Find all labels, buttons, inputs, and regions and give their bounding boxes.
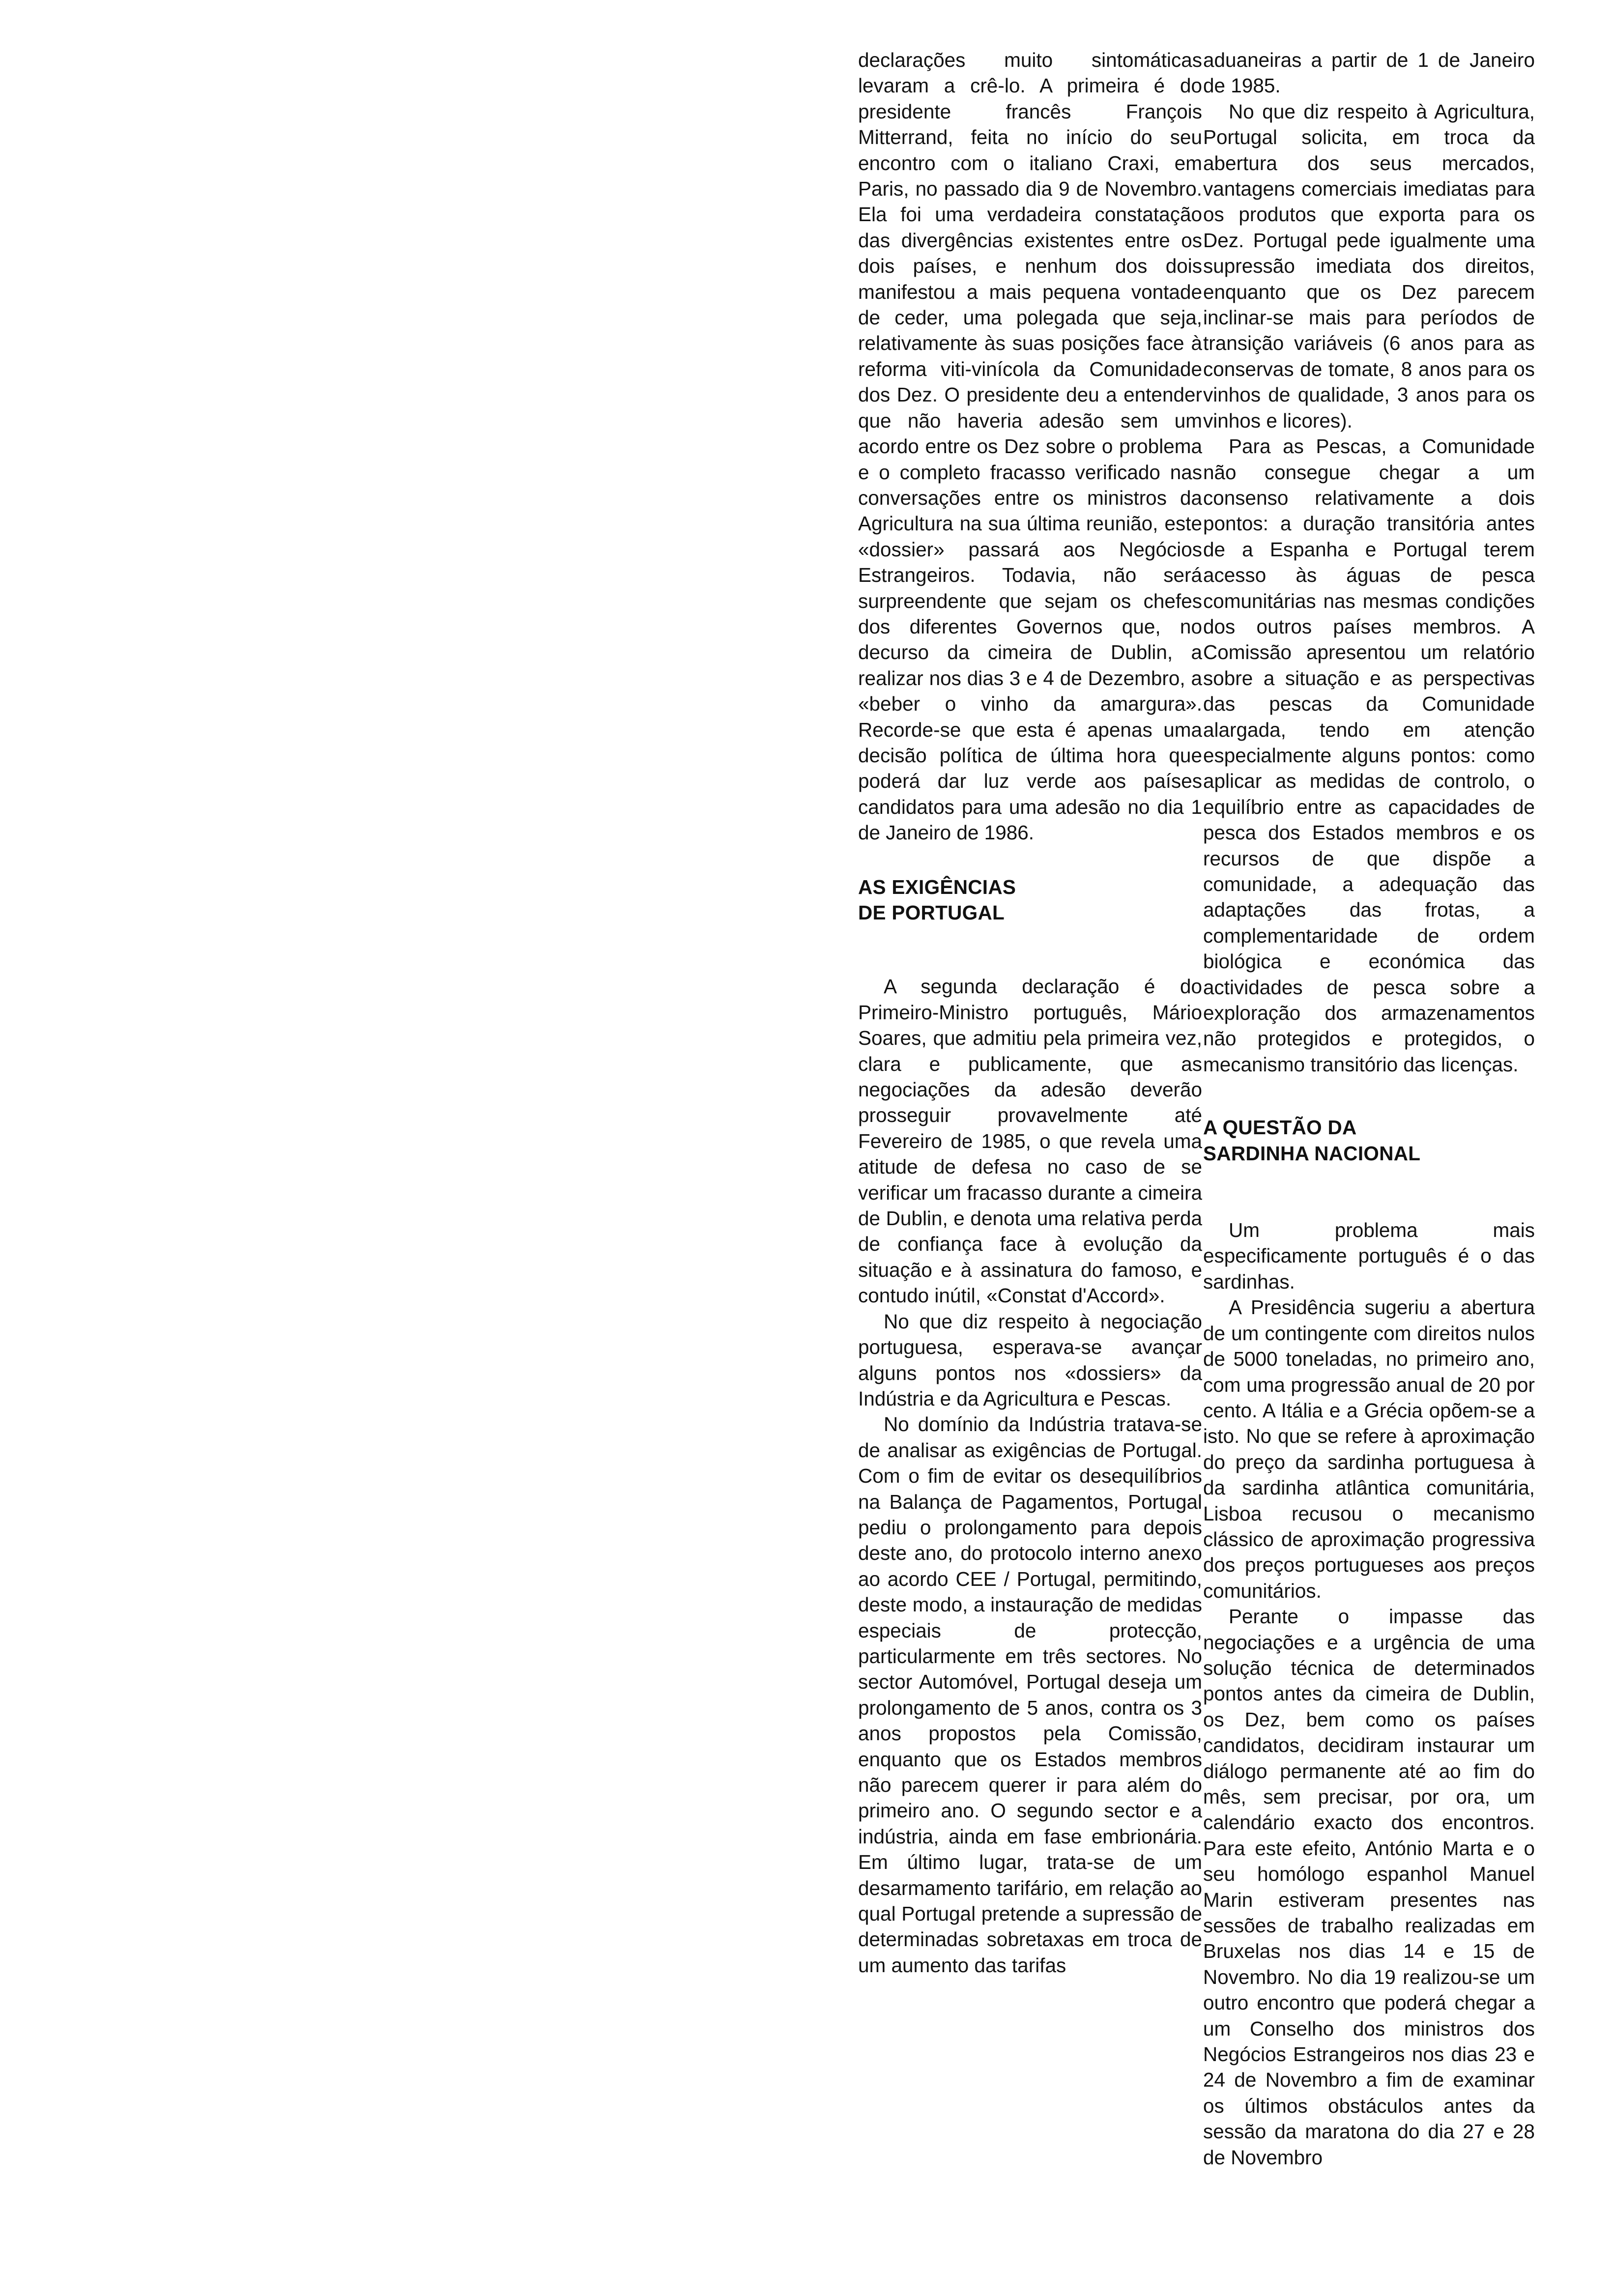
heading-exigencias-text: AS EXIGÊNCIAS DE PORTUGAL	[858, 875, 1016, 924]
heading-sardinha-text: A QUESTÃO DA SARDINHA NACIONAL	[1203, 1116, 1421, 1165]
paragraph-pescas: Para as Pescas, a Comunidade não consegue chegar a um consenso relativamente a dois pontos: a duração transitória antes de a Espanha e Portugal terem acesso às águas de pesca comunitárias nas mesmas condições dos outros países membros. A Comissão apresentou um relatório sobre a situação e as perspectivas das pescas da Comunidade alargada, tendo em atenção especialmente alguns pontos: como aplicar as medidas de controlo, o equilíbrio entre as capacidades de pesca dos Estados membros e os recursos de que dispõe a comunidade, a adequação das adaptações das frotas, a complementaridade de ordem biológica e económica das actividades de pesca sobre a exploração dos armazenamentos não protegidos e protegidos, o mecanismo transitório das licenças.	[1203, 435, 1535, 1076]
paragraph-impasse: Perante o impasse das negociações e a urgência de uma solução técnica de determinados pontos antes da cimeira de Dublin, os Dez, bem como os países candidatos, decidiram instaurar um diálogo permanente até ao fim do mês, sem precisar, por ora, um calendário exacto dos encontros. Para este efeito, António Marta e o seu homólogo espanhol Manuel Marin estiveram presentes nas sessões de trabalho realizadas em Bruxelas nos dias 14 e 15 de Novembro. No dia 19 realizou-se um outro encontro que poderá chegar a um Conselho dos ministros dos Negócios Estrangeiros nos dias 23 e 24 de Novembro a fim de examinar os últimos obstáculos antes da sessão da maratona do dia 27 e 28 de Novembro	[1203, 1605, 1535, 2169]
paragraph-aduaneiras: aduaneiras a partir de 1 de Janeiro de 1985.	[1203, 49, 1535, 97]
paragraph-problema-sardinhas: Um problema mais especificamente português é o das sardinhas.	[1203, 1219, 1535, 1293]
paragraph-presidencia: A Presidência sugeriu a abertura de um contingente com direitos nulos de 5000 toneladas, no primeiro ano, com uma progressão anual de 20 por cento. A Itália e a Grécia opõem-se a isto. No que se refere à aproximação do preço da sardinha portuguesa à da sardinha atlântica comunitária, Lisboa recusou o mecanismo clássico de aproximação progressiva dos preços portugueses aos preços comunitários.	[1203, 1296, 1535, 1602]
article-column-right	[1203, 47, 1535, 2170]
paragraph-declaracoes: declarações muito sintomáticas levaram a crê-lo. A primeira é do presidente francês François Mitterrand, feita no início do seu encontro com o italiano Craxi, em Paris, no passado dia 9 de Novembro. Ela foi uma verdadeira constatação das divergências existentes entre os dois países, e nenhum dos dois manifestou a mais pequena vontade de ceder, uma polegada que seja, relativamente às suas posições face à reforma viti-vinícola da Comunidade dos Dez. O presidente deu a entender que não haveria adesão sem um acordo entre os Dez sobre o problema e o completo fracasso verificado nas conversações entre os ministros da Agricultura na sua última reunião, este «dossier» passará aos Negócios Estrangeiros. Todavia, não será surpreendente que sejam os chefes dos diferentes Governos que, no decurso da cimeira de Dublin, a realizar nos dias 3 e 4 de Dezembro, a «beber o vinho da amargura». Recorde-se que esta é apenas uma decisão política de última hora que poderá dar luz verde aos países candidatos para uma adesão no dia 1 de Janeiro de 1986.	[858, 49, 1202, 844]
paragraph-dominio-industria: No domínio da Indústria tratava-se de analisar as exigências de Portugal. Com o fim de evitar os desequilíbrios na Balança de Pagamentos, Portugal pediu o prolongamento para depois deste ano, do protocolo interno anexo ao acordo CEE / Portugal, permitindo, deste modo, a instauração de medidas especiais de protecção, particularmente em três sectores. No sector Automóvel, Portugal deseja um prolongamento de 5 anos, contra os 3 anos propostos pela Comissão, enquanto que os Estados membros não parecem querer ir para além do primeiro ano. O segundo sector e a indústria, ainda em fase embrionária. Em último lugar, trata-se de um desarmamento tarifário, em relação ao qual Portugal pretende a supressão de determinadas sobretaxas em troca de um aumento das tarifas	[858, 1413, 1202, 1977]
paragraph-segunda-declaracao: A segunda declaração é do Primeiro-Ministro português, Mário Soares, que admitiu pela primeira vez, clara e publicamente, que as negociações da adesão deverão prosseguir provavelmente até Fevereiro de 1985, o que revela uma atitude de defesa no caso de se verificar um fracasso durante a cimeira de Dublin, e denota uma relativa perda de confiança face à evolução da situação e à assinatura do famoso, e contudo inútil, «Constat d'Accord».	[858, 975, 1202, 1307]
paragraph-negociacao-portuguesa: No que diz respeito à negociação portuguesa, esperava-se avançar alguns pontos nos «dossiers» da Indústria e da Agricultura e Pescas.	[858, 1310, 1202, 1410]
heading-questao-da-sardinha	[1203, 1115, 1535, 1166]
paragraph-agricultura: No que diz respeito à Agricultura, Portugal solicita, em troca da abertura dos seus mercados, vantagens comerciais imediatas para os produtos que exporta para os Dez. Portugal pede igualmente uma supressão imediata dos direitos, enquanto que os Dez parecem inclinar-se mais para períodos de transição variáveis (6 anos para as conservas de tomate, 8 anos para os vinhos de qualidade, 3 anos para os vinhos e licores).	[1203, 100, 1535, 432]
heading-exigencias-de-portugal	[858, 874, 1202, 926]
article-column-left	[858, 47, 1202, 1978]
